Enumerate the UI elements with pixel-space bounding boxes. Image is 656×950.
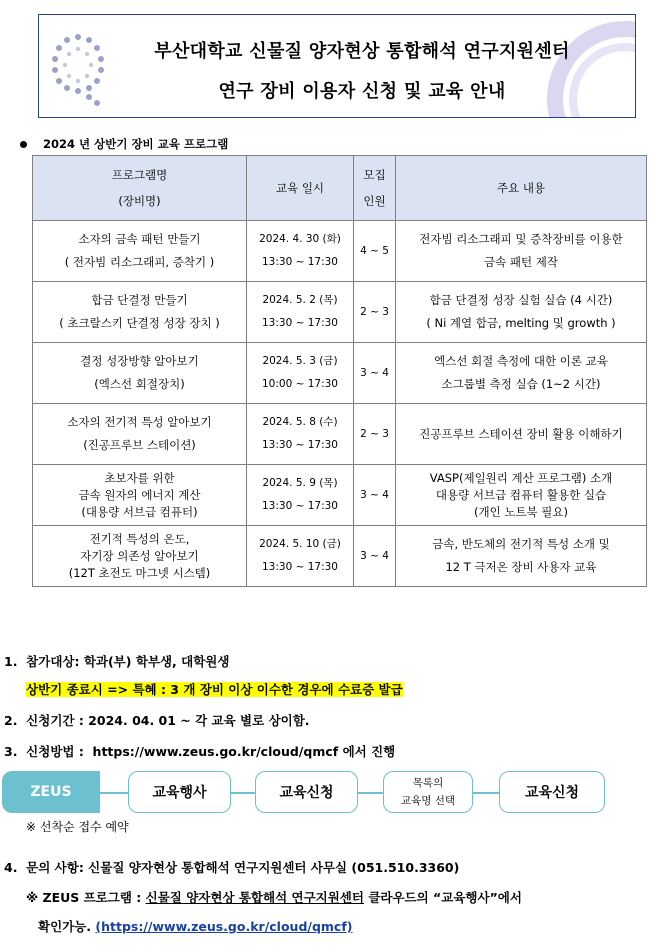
program-name-line: 초보자를 위한 (104, 470, 175, 485)
reservation-note: ※ 선착순 접수 예약 (26, 820, 129, 834)
header-recruit-line1: 모집 (363, 168, 386, 182)
header-program (33, 156, 247, 221)
program-content-line: 전자빔 리소그래피 및 증착장비를 이용한 (419, 232, 623, 246)
header-program-line1: 프로그램명 (111, 168, 168, 182)
flow-step-4: 교육신청 (499, 771, 605, 813)
program-name-line: ( 전자빔 리소그래피, 증착기 ) (64, 255, 215, 269)
program-content-line: ( Ni 계열 합금, melting 및 growth ) (426, 316, 616, 330)
program-name-line: ( 초크랄스키 단결정 성장 장치 ) (59, 316, 220, 330)
section-3-suffix: 에서 진행 (342, 744, 396, 759)
section-1-text: 참가대상: 학과(부) 학부생, 대학원생 (26, 654, 230, 669)
program-name-line: 결정 성장방향 알아보기 (80, 354, 199, 368)
program-name (33, 221, 247, 282)
program-name (33, 404, 247, 465)
program-date-day: 2024. 5. 2 (목) (262, 294, 338, 306)
program-date-day: 2024. 5. 10 (금) (259, 538, 341, 550)
program-content-line: 12 T 극저온 장비 사용자 교육 (445, 560, 597, 574)
program-date (247, 343, 354, 404)
flow-step-3 (383, 771, 473, 813)
program-recruit: 2 ~ 3 (354, 282, 396, 343)
table-row (33, 526, 647, 587)
program-recruit: 3 ~ 4 (354, 343, 396, 404)
program-date (247, 221, 354, 282)
program-content-line: VASP(제일원리 계산 프로그램) 소개 (429, 470, 613, 485)
bullet-icon (20, 141, 27, 148)
program-date-time: 13:30 ~ 17:30 (262, 256, 338, 268)
program-name-line: 전기적 특성의 온도, (89, 531, 190, 546)
program-date-time: 13:30 ~ 17:30 (262, 317, 338, 329)
flow-zeus: ZEUS (2, 771, 100, 813)
program-name (33, 343, 247, 404)
header-content: 주요 내용 (396, 156, 647, 221)
program-content (396, 282, 647, 343)
section-1-highlight-line (26, 680, 403, 698)
program-content-line: 소그룹별 측정 실습 (1~2 시간) (441, 377, 601, 391)
program-date-day: 2024. 5. 9 (목) (262, 477, 338, 489)
program-date (247, 526, 354, 587)
program-name-line: 금속 원자의 에너지 계산 (78, 487, 201, 502)
program-date-time: 13:30 ~ 17:30 (262, 500, 338, 512)
program-date-day: 2024. 5. 8 (수) (262, 416, 338, 428)
program-content (396, 465, 647, 526)
section-4-line3-prefix: 확인가능. (38, 919, 92, 934)
table-row (33, 404, 647, 465)
program-recruit: 3 ~ 4 (354, 526, 396, 587)
program-name-line: (대용량 서브급 컴퓨터) (81, 504, 198, 519)
program-content-line: (개인 노트북 필요) (473, 504, 569, 519)
section-4-center-name: 신물질 양자현상 통합해석 연구지원센터 (145, 890, 364, 905)
program-name-line: 소자의 금속 패턴 만들기 (78, 232, 201, 246)
program-content (396, 404, 647, 465)
flow-step-1: 교육행사 (128, 771, 231, 813)
program-date (247, 404, 354, 465)
section-4-number: 4. (4, 860, 18, 875)
section-4-line2-suffix: 클라우드의 “교육행사”에서 (368, 890, 522, 905)
program-date-day: 2024. 5. 3 (금) (262, 355, 338, 367)
section-1-number: 1. (4, 654, 18, 669)
header-title-line1: 부산대학교 신물질 양자현상 통합해석 연구지원센터 (154, 41, 570, 62)
program-table (32, 155, 647, 587)
program-content-line: 합금 단결정 성장 실험 실습 (4 시간) (429, 293, 613, 307)
section-4-line2 (26, 888, 522, 906)
section-2 (4, 711, 310, 729)
table-row (33, 282, 647, 343)
program-name-line: 소자의 전기적 특성 알아보기 (67, 415, 212, 429)
program-content-line: 엑스선 회절 측정에 대한 이론 교육 (434, 354, 608, 368)
section-4-line2-prefix: ※ ZEUS 프로그램 : (26, 890, 142, 905)
program-name (33, 465, 247, 526)
table-row (33, 343, 647, 404)
table-row (33, 465, 647, 526)
header-banner (38, 14, 636, 118)
header-title-line2: 연구 장비 이용자 신청 및 교육 안내 (218, 81, 506, 102)
program-content-line: 금속 패턴 제작 (484, 255, 558, 269)
program-name-line: (엑스선 회절장치) (94, 377, 185, 391)
program-section-label: 2024 년 상반기 장비 교육 프로그램 (43, 137, 229, 151)
section-4-text: 문의 사항: 신물질 양자현상 통합해석 연구지원센터 사무실 (051.510.3360) (26, 860, 460, 875)
section-2-text: 신청기간 : 2024. 04. 01 ~ 각 교육 별로 상이함. (26, 713, 310, 728)
program-name (33, 526, 247, 587)
header-recruit (354, 156, 396, 221)
program-date-time: 13:30 ~ 17:30 (262, 561, 338, 573)
program-date-time: 13:30 ~ 17:30 (262, 439, 338, 451)
program-content (396, 221, 647, 282)
program-content (396, 526, 647, 587)
program-recruit: 4 ~ 5 (354, 221, 396, 282)
section-4 (4, 858, 459, 876)
table-header-row (33, 156, 647, 221)
section-1 (4, 652, 229, 670)
program-recruit: 2 ~ 3 (354, 404, 396, 465)
program-name-line: (진공프루브 스테이션) (83, 438, 196, 452)
program-recruit: 3 ~ 4 (354, 465, 396, 526)
program-name-line: 자기장 의존성 알아보기 (80, 548, 199, 563)
program-content-line: 진공프루브 스테이션 장비 활용 이해하기 (419, 426, 623, 441)
section-1-highlight: 상반기 종료시 => 특혜 : 3 개 장비 이상 이수한 경우에 수료증 발급 (26, 682, 403, 697)
header-program-line2: (장비명) (118, 194, 161, 208)
program-content-line: 대용량 서브급 컴퓨터 활용한 실습 (435, 487, 607, 502)
section-3-url[interactable]: https://www.zeus.go.kr/cloud/qmcf (92, 744, 339, 759)
program-name (33, 282, 247, 343)
section-3 (4, 742, 395, 760)
section-3-label: 신청방법 : (26, 744, 84, 759)
flow-step-3-line2: 교육명 선택 (400, 795, 456, 807)
flow-step-3-line1: 목록의 (412, 777, 444, 789)
program-date-time: 10:00 ~ 17:30 (262, 378, 338, 390)
header-date: 교육 일시 (247, 156, 354, 221)
program-date (247, 465, 354, 526)
program-name-line: 합금 단결정 만들기 (91, 293, 188, 307)
section-3-number: 3. (4, 744, 18, 759)
table-row (33, 221, 647, 282)
program-content-line: 금속, 반도체의 전기적 특성 소개 및 (432, 537, 610, 551)
header-recruit-line2: 인원 (363, 194, 386, 208)
section-4-line3 (38, 917, 353, 935)
section-2-number: 2. (4, 713, 18, 728)
program-name-line: (12T 초전도 마그넷 시스템) (68, 565, 211, 580)
program-date-day: 2024. 4. 30 (화) (259, 233, 341, 245)
program-date (247, 282, 354, 343)
zeus-link[interactable]: (https://www.zeus.go.kr/cloud/qmcf) (95, 919, 353, 934)
flow-step-2: 교육신청 (255, 771, 358, 813)
program-content (396, 343, 647, 404)
program-section-heading (20, 136, 228, 152)
